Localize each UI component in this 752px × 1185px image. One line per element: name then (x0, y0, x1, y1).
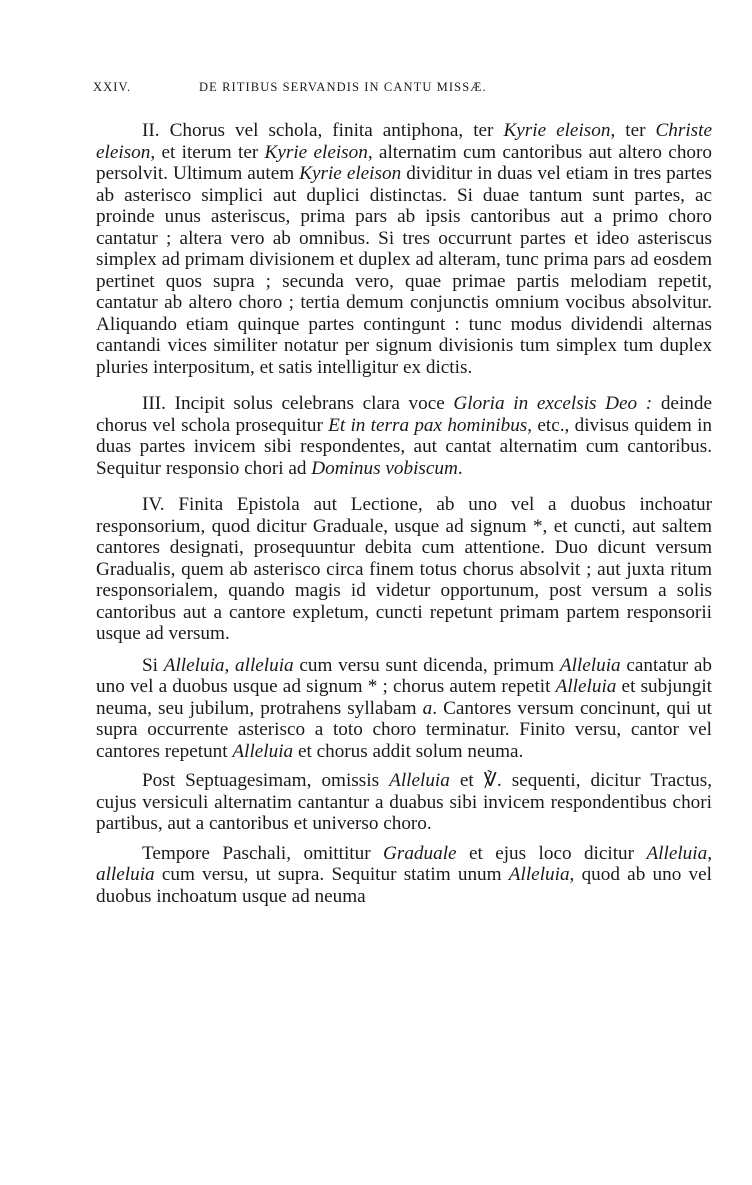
text-run: et ℣. sequenti, dicitur Tractus, cujus versiculi alternatim cantantur a duabus sibi invicem respondentibus chori partibus, aut a cantoribus et universo choro. (96, 770, 713, 834)
page-number: XXIV. (93, 80, 132, 94)
italic-text-run: Alleluia (559, 654, 621, 676)
text-run: dividitur in duas vel etiam in tres partes ab asterisco simplici aut duplici distinctas. Si duae tantum sunt partes, ac proinde unus asteriscus, prima pars ab ipsis cantoribus aut a primo choro cantatur ; altera vero ab omnibus. Si tres occurrunt partes et ideo asteriscus simplex ad primam divisionem et duplex ad alteram, tunc prima pars ad eosdem pertinet quos supra ; secunda vero, quae primae partis melodiam repetit, cantatur ab altero choro ; tertia demum conjunctis omnium vocibus absolvitur. Aliquando etiam quinque partes contingunt : tunc modus dividendi alternas cantandi vices similiter notatur per signum divisionis tum simplex tum duplex pluries interpositum, et satis intelligitur ex dictis. (96, 163, 712, 378)
italic-text-run: Alleluia, alleluia (96, 842, 712, 885)
paragraph-iv (96, 494, 712, 645)
text-run: . (457, 457, 463, 479)
paragraph-alleluia (96, 655, 712, 763)
text-run: , ter (610, 120, 656, 141)
text-run: Si (142, 654, 164, 676)
italic-text-run: Alleluia (555, 676, 617, 697)
text-run: et chorus addit solum neuma. (293, 740, 524, 762)
italic-text-run: a (422, 697, 433, 719)
italic-text-run: Et in terra pax hominibus (328, 414, 528, 436)
running-title: DE RITIBUS SERVANDIS IN CANTU MISSÆ. (199, 80, 487, 94)
text-run: deinde chorus vel schola prosequitur (96, 393, 712, 436)
text-run: , alternatim cum cantoribus aut altero choro persolvit. Ultimum autem (96, 141, 712, 184)
text-run: cantatur ab uno vel a duobus usque ad signum * ; chorus autem repetit (96, 654, 712, 697)
text-run: , quod ab uno vel duobus inchoatum usque ad neuma (96, 864, 712, 907)
text-run: Tempore Paschali, omittitur (142, 842, 384, 864)
text-run: Post Septuagesimam, omissis (142, 770, 390, 791)
paragraph-tempore-paschali (96, 843, 712, 908)
italic-text-run: Dominus vobiscum (311, 457, 458, 479)
text-run: , et iterum ter (150, 141, 265, 163)
italic-text-run: Kyrie eleison (264, 141, 368, 163)
text-run: , etc., divisus quidem in duas partes invicem sibi respondentes, aut cantat alternatim cum cantoribus. Sequitur responsio chori ad (96, 414, 713, 479)
paragraph-iii (96, 393, 712, 479)
text-run: et subjungit neuma, seu jubilum, protrahens syllabam (96, 676, 712, 719)
text-run: cum versu, ut supra. Sequitur statim unum (154, 864, 509, 885)
paragraph-ii (96, 120, 712, 378)
paragraph-septuagesima (96, 770, 712, 835)
body-text (96, 120, 712, 922)
text-run: IV. Finita Epistola aut Lectione, ab uno vel a duobus inchoatur responsorium, quod dicitur Graduale, usque ad signum *, et cuncti, aut saltem cantores designati, prosequuntur debita cum attentione. Duo dicunt versum Gradualis, quem ab asterisco circa finem totus chorus absolvit ; aut juxta ritum responsorialem, quando magis id videtur opportunum, post versum a solis cantoribus aut a cantore expletum, cuncti repetunt primam partem responsorii usque ad versum. (96, 494, 712, 644)
italic-text-run: Kyrie eleison (299, 163, 402, 184)
italic-text-run: Alleluia, alleluia (163, 654, 294, 676)
text-run: et ejus loco dicitur (456, 842, 647, 864)
text-run: II. Chorus vel schola, finita antiphona, ter (142, 120, 504, 141)
text-run: . Cantores versum concinunt, qui ut supra occurrente asterisco a toto choro terminatur. Finito versu, cantor vel cantores repetunt (96, 697, 712, 762)
running-head (93, 80, 712, 95)
text-run: III. Incipit solus celebrans clara voce (142, 393, 454, 414)
italic-text-run: Graduale (383, 842, 457, 864)
italic-text-run: Christe eleison (96, 120, 712, 163)
italic-text-run: Alleluia (508, 864, 570, 885)
italic-text-run: Alleluia (232, 740, 294, 762)
italic-text-run: Alleluia (389, 770, 450, 791)
text-run: cum versu sunt dicenda, primum (293, 654, 560, 676)
italic-text-run: Kyrie eleison (503, 120, 611, 141)
italic-text-run: Gloria in excelsis Deo : (453, 393, 653, 414)
